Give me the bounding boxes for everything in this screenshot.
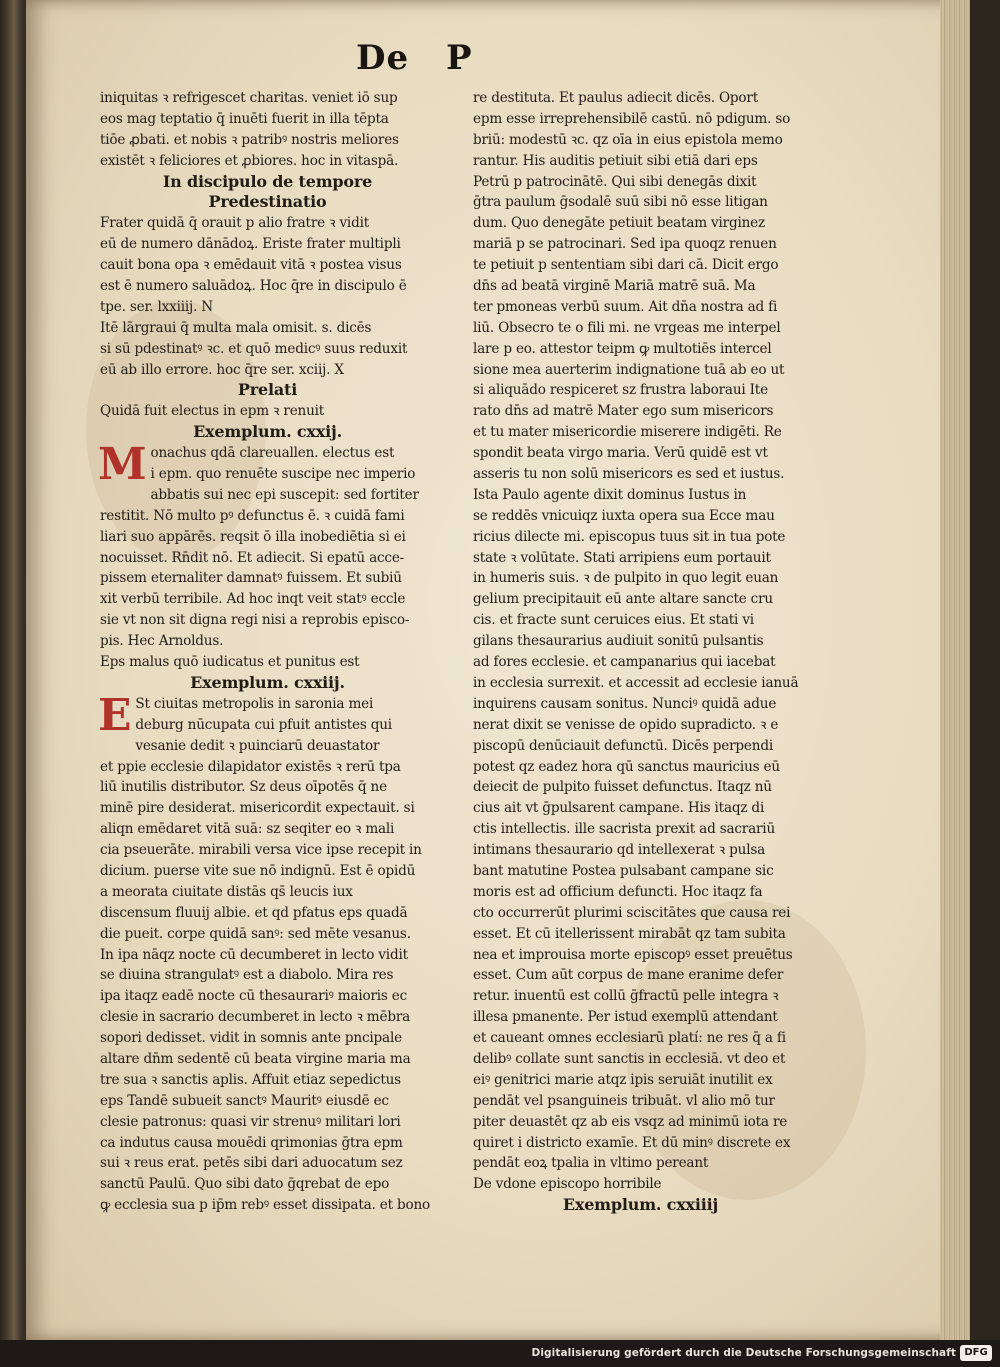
text-line-content: pendāt vel psanguineis tribuāt. vl alio mō tur — [473, 1092, 775, 1109]
text-line — [473, 589, 808, 610]
text-line-content: die pueit. corpe quidā sanꝰ: sed mēte vesanus. — [100, 925, 411, 942]
text-line-content: gilans thesaurarius audiuit sonitū pulsantis — [473, 633, 764, 650]
text-line — [100, 924, 435, 945]
text-line — [100, 819, 435, 840]
text-line-content: asseris tu non solū misericors es sed et iustus. — [473, 466, 785, 483]
text-line-content: discensum fluuij albie. et qd pfatus eps quadā — [100, 904, 408, 921]
text-line — [473, 673, 808, 694]
text-line — [473, 945, 808, 966]
text-line-content: in ecclesia surrexit. et accessit ad ecclesie ianuā — [473, 674, 799, 691]
text-line-content: xit verbū terribile. Ad hoc inqt veit statꝰ eccle — [100, 591, 406, 608]
text-line — [100, 631, 435, 652]
text-line — [473, 965, 808, 986]
text-line — [473, 401, 808, 422]
text-line — [473, 610, 808, 631]
text-line-content: si sū pdestinatꝰ ꝛc. et quō medicꝰ suus reduxit — [100, 340, 408, 357]
text-line — [100, 1007, 435, 1028]
text-line — [473, 1091, 808, 1112]
text-line-content: se diuina strangulatꝰ est a diabolo. Mira res — [100, 967, 394, 984]
text-line — [473, 422, 808, 443]
text-line-content: Predestinatio — [208, 192, 327, 212]
text-line-content: est ē numero saluādoꝝ. Hoc q̄re in discipulo ē — [100, 278, 407, 295]
text-line-content: De vdone episcopo horribile — [473, 1176, 662, 1193]
text-line — [100, 1049, 435, 1070]
text-line-content: aliqn emēdaret vitā suā: sz seqiter eo ꝛ mali — [100, 821, 395, 838]
text-line-content: Exemplum. cxxiij. — [190, 672, 345, 692]
footer-credit: Digitalisierung gefördert durch die Deutsche Forschungsgemeinschaft — [531, 1347, 956, 1359]
text-line-content: In discipulo de tempore — [162, 171, 373, 191]
text-line — [100, 297, 435, 318]
text-line — [100, 1174, 435, 1195]
text-line-content: Itē lārgraui q̄ multa mala omisit. s. dicēs — [100, 319, 372, 336]
text-line — [100, 798, 435, 819]
text-line — [473, 130, 808, 151]
text-line-content: minē pire desiderat. misericordit expectauit. si — [100, 800, 415, 817]
text-line-content: abbatis sui nec epi suscepit: sed fortiter — [150, 486, 419, 503]
text-line — [100, 192, 435, 213]
text-line — [473, 1028, 808, 1049]
text-line — [100, 151, 435, 172]
text-line — [100, 1195, 435, 1216]
text-line-content: restitit. Nō multo pꝰ defunctus ē. ꝛ cuidā fami — [100, 507, 405, 524]
text-line-content: briū: modestū ꝛc. qz oīa in eius epistola memo — [473, 131, 783, 148]
text-line-content: dn̄s ad beatā virginē Mariā matrē suā. Ma — [473, 278, 756, 295]
running-head-right: P — [446, 38, 473, 78]
text-line — [100, 652, 435, 673]
text-line — [473, 715, 808, 736]
text-line — [473, 172, 808, 193]
text-line — [151, 464, 435, 485]
text-line — [473, 234, 808, 255]
text-line-content: In ipa nāqz nocte cū decumberet in lecto vidit — [100, 946, 408, 963]
text-line-content: illesa pmanente. Per istud exemplū attendant — [473, 1009, 778, 1026]
text-line — [473, 1007, 808, 1028]
text-line-content: Petrū p patrocinātē. Qui sibi denegās dixit — [473, 173, 757, 190]
text-line — [100, 339, 435, 360]
text-line — [100, 777, 435, 798]
text-line — [473, 151, 808, 172]
text-line-content: dum. Quo denegāte petiuit beatam virginez — [473, 215, 765, 232]
text-line — [100, 1091, 435, 1112]
text-line — [473, 694, 808, 715]
text-line — [100, 109, 435, 130]
text-line — [100, 276, 435, 297]
text-line-content: Exemplum. cxxiiij — [562, 1195, 719, 1215]
text-line-content: sopori dedisset. vidit in somnis ante pncipale — [100, 1030, 402, 1047]
text-line — [473, 1153, 808, 1174]
book-page — [26, 0, 970, 1340]
text-line — [473, 464, 808, 485]
rubricated-drop-cap: E — [98, 689, 132, 741]
text-line — [473, 1174, 808, 1195]
text-line — [473, 527, 808, 548]
text-line — [473, 485, 808, 506]
text-line-content: pissem eternaliter damnatꝰ fuissem. Et subiū — [100, 570, 402, 587]
text-line — [100, 130, 435, 151]
text-line — [473, 318, 808, 339]
text-line — [473, 882, 808, 903]
text-line-content: liū. Obsecro te o fili mi. ne vrgeas me interpel — [473, 319, 781, 336]
text-line-content: i epm. quo renuēte suscipe nec imperio — [150, 466, 416, 483]
text-line-content: iniquitas ꝛ refrigescet charitas. veniet iō sup — [100, 90, 398, 106]
text-line-content: Quidā fuit electus in epm ꝛ renuit — [100, 403, 325, 420]
text-line — [100, 88, 435, 109]
text-line — [100, 882, 435, 903]
text-line-content: pis. Hec Arnoldus. — [100, 633, 224, 650]
text-line — [473, 840, 808, 861]
text-line — [100, 861, 435, 882]
text-line-content: se reddēs vnicuiqz iuxta opera sua Ecce mau — [473, 507, 775, 524]
text-line-content: Eps malus quō iudicatus et punitus est — [100, 654, 360, 671]
text-line-content: delibꝰ collate sunt sanctis in ecclesiā. vt deo et — [473, 1050, 786, 1067]
right-text-column — [473, 88, 808, 1216]
text-line-content: esset. Et cū itellerissent mirabāt qz tam subita — [473, 925, 786, 942]
text-line-content: sione mea auerterim indignatione tuā ab eo ut — [473, 361, 785, 378]
text-line — [473, 192, 808, 213]
text-line-content: ipa itaqz eadē nocte cū thesaurariꝰ maioris ec — [100, 988, 408, 1005]
text-line — [135, 736, 435, 757]
text-line — [100, 380, 435, 401]
running-head — [26, 38, 970, 82]
text-line-content: nocuisset. Rn̄dit nō. Et adiecit. Si epatū acce- — [100, 549, 405, 566]
text-line — [100, 527, 435, 548]
text-line-content: existēt ꝛ feliciores et ꝓbiores. hoc in vitaspā. — [100, 152, 399, 169]
text-line — [473, 924, 808, 945]
text-line — [473, 88, 808, 109]
text-line-content: quiret i districto examīe. Et dū minꝰ discrete ex — [473, 1134, 791, 1151]
text-line — [473, 819, 808, 840]
text-line — [473, 861, 808, 882]
text-line — [473, 255, 808, 276]
text-line-content: eos mag teptatio q̄ inuēti fuerit in illa tēpta — [100, 110, 389, 127]
text-line-content: clesie patronus: quasi vir strenuꝰ militari lori — [100, 1113, 401, 1130]
text-line-content: tpe. ser. lxxiiij. N — [100, 298, 213, 315]
text-line — [100, 986, 435, 1007]
page-edges — [940, 0, 970, 1340]
text-line-content: ctis intellectis. ille sacrista prexit ad sacrariū — [473, 821, 775, 838]
text-line — [100, 548, 435, 569]
text-line-content: eiꝰ genitrici marie atqz ipis seruiāt inutilit ex — [473, 1071, 773, 1088]
text-line-content: piscopū denūciauit defunctū. Dicēs perpendi — [473, 737, 773, 754]
text-line-content: deburg nūcupata cui pfuit antistes qui — [135, 716, 392, 733]
text-line-content: sanctū Paulū. Quo sibi dato ḡqrebat de epo — [100, 1176, 390, 1193]
text-line — [135, 715, 435, 736]
text-line-content: a meorata ciuitate distās qs̄ leucis iux — [100, 883, 353, 900]
text-line-content: eū ab illo errore. hoc q̄re ser. xciij. X — [100, 361, 344, 378]
text-line — [100, 945, 435, 966]
text-line-content: St ciuitas metropolis in saronia mei — [135, 695, 374, 712]
text-line — [473, 1112, 808, 1133]
text-line-content: re destituta. Et paulus adiecit dicēs. Oport — [473, 90, 758, 106]
text-line — [100, 213, 435, 234]
left-text-column — [100, 88, 435, 1216]
text-line-content: cto occurrerūt plurimi sciscitātes que causa rei — [473, 904, 791, 921]
text-line — [473, 380, 808, 401]
text-line-content: piter deuastēt qz ab eis vsqz ad minimū iota re — [473, 1113, 788, 1130]
text-line-content: ḡtra paulum ḡsodalē suū sibi nō esse litigan — [473, 194, 768, 211]
text-line-content: nea et improuisa morte episcopꝰ esset preuētus — [473, 946, 793, 963]
text-line-content: bant matutine Postea pulsabant campane sic — [473, 862, 774, 879]
text-line-content: vesanie dedit ꝛ puinciarū deuastator — [135, 737, 380, 754]
text-line-content: onachus qdā clareuallen. electus est — [150, 445, 395, 462]
text-line — [100, 903, 435, 924]
dfg-logo: DFG — [960, 1345, 992, 1361]
text-line-content: gelium precipitauit eū ante altare sancte cru — [473, 591, 773, 608]
text-line-content: rantur. His auditis petiuit sibi etiā dari eps — [473, 152, 758, 169]
text-line — [473, 903, 808, 924]
text-line — [473, 736, 808, 757]
text-line — [100, 840, 435, 861]
text-line — [473, 1049, 808, 1070]
text-line — [473, 506, 808, 527]
text-line — [473, 798, 808, 819]
text-line — [473, 213, 808, 234]
text-line-content: mariā p se patrocinari. Sed ipa quoqz renuen — [473, 236, 777, 253]
text-line — [100, 1133, 435, 1154]
text-line-content: cius ait vt ḡpulsarent campane. His itaqz di — [473, 800, 765, 817]
rubricated-drop-cap: M — [98, 439, 147, 491]
text-line-content: cauit bona opa ꝛ emēdauit vitā ꝛ postea visus — [100, 257, 402, 274]
text-line — [100, 401, 435, 422]
text-line-content: et tu mater misericordie miserere indigēti. Re — [473, 424, 782, 441]
text-line — [100, 1070, 435, 1091]
text-line-content: tiōe ꝓbati. et nobis ꝛ patribꝰ nostris meliores — [100, 131, 399, 148]
text-line-content: Ista Paulo agente dixit dominus Iustus in — [473, 486, 747, 503]
text-line — [100, 1028, 435, 1049]
text-line — [100, 610, 435, 631]
text-line — [100, 506, 435, 527]
text-line — [100, 360, 435, 381]
text-line — [100, 234, 435, 255]
text-line-content: pendāt eoꝝ tpalia in vltimo pereant — [473, 1155, 709, 1172]
text-line — [100, 172, 435, 193]
text-line-content: dicium. puerse vite sue nō indignū. Est ē opidū — [100, 862, 416, 879]
text-line-content: altare dn̄m sedentē cū beata virgine maria ma — [100, 1050, 411, 1067]
text-line — [473, 548, 808, 569]
text-line-content: potest qz eadez hora qū sanctus mauricius eū — [473, 758, 780, 775]
text-line-content: ca indutus causa mouēdi qrimonias ḡtra epm — [100, 1134, 403, 1151]
text-line-content: ricius dilecte mi. episcopus tuus sit in tua pote — [473, 528, 786, 545]
text-line-content: cis. et fracte sunt ceruices eius. Et stati vi — [473, 612, 754, 629]
text-line — [473, 652, 808, 673]
text-line — [473, 443, 808, 464]
text-line — [473, 777, 808, 798]
text-line — [473, 360, 808, 381]
text-line — [100, 1153, 435, 1174]
text-line-content: cia pseuerāte. mirabili versa vice ipse recepit in — [100, 842, 422, 859]
text-line — [151, 485, 435, 506]
text-line-content: moris est ad officium defuncti. Hoc itaqz fa — [473, 883, 763, 900]
text-line-content: spondit beata virgo maria. Verū quidē est vt — [473, 445, 768, 462]
text-line — [100, 568, 435, 589]
text-line-content: sie vt non sit digna regi nisi a reprobis episco- — [100, 612, 410, 629]
text-line-content: te petiuit p sententiam sibi dari cā. Dicit ergo — [473, 257, 779, 274]
text-line-content: nerat dixit se venisse de opido supradicto. ꝛ e — [473, 716, 779, 733]
running-head-left: De — [356, 38, 410, 78]
text-line-content: intimans thesaurario qd intellexerat ꝛ pulsa — [473, 842, 766, 859]
text-line — [473, 1133, 808, 1154]
text-line — [473, 568, 808, 589]
text-line-content: et ppie ecclesie dilapidator existēs ꝛ rerū tpa — [100, 758, 401, 775]
text-line-content: ꝙ ecclesia sua p ip̄m rebꝰ esset dissipata. et bono — [100, 1197, 430, 1214]
text-line-content: tre sua ꝛ sanctis aplis. Affuit etiaz sepedictus — [100, 1071, 401, 1088]
text-line — [473, 1070, 808, 1091]
text-line-content: Frater quidā q̄ orauit p alio fratre ꝛ vidit — [100, 215, 369, 232]
text-line — [100, 673, 435, 694]
text-line-content: si aliquādo respiceret sz frustra laboraui Ite — [473, 382, 768, 399]
text-line-content: retur. inuentū est collū ḡfractū pelle integra ꝛ — [473, 988, 779, 1005]
text-line-content: in humeris suis. ꝛ de pulpito in quo legit euan — [473, 570, 779, 587]
text-line — [473, 109, 808, 130]
text-line — [473, 631, 808, 652]
text-line — [473, 276, 808, 297]
text-line-content: rato dn̄s ad matrē Mater ego sum misericors — [473, 403, 774, 420]
text-line-content: liari suo appārēs. reqsit ō illa inobediētia si ei — [100, 528, 406, 545]
text-line-content: ter pmoneas verbū suum. Ait dn̄a nostra ad fi — [473, 298, 778, 315]
text-line-content: lare p eo. attestor teipm ꝙ multotiēs intercel — [473, 340, 772, 357]
text-line-content: et caueant omnes ecclesiarū platí: ne res q̄ a fi — [473, 1030, 786, 1047]
text-line-content: epm esse irreprehensibilē castū. nō pdigum. so — [473, 110, 791, 127]
text-line — [100, 965, 435, 986]
text-line — [473, 1195, 808, 1216]
text-line-content: sui ꝛ reus erat. petēs sibi dari aduocatum sez — [100, 1155, 403, 1172]
text-line-content: clesie in sacrario decumberet in lecto ꝛ mēbra — [100, 1009, 411, 1026]
text-line-content: Prelati — [237, 380, 298, 400]
text-line — [473, 297, 808, 318]
text-line — [100, 589, 435, 610]
text-line-content: esset. Cum aūt corpus de mane eranime defer — [473, 967, 784, 984]
text-line-content: liū inutilis distributor. Sz deus oīpotēs q̄ ne — [100, 779, 387, 796]
text-line — [100, 757, 435, 778]
text-line-content: eū de numero dānādoꝝ. Eriste frater multipli — [100, 236, 401, 253]
text-line-content: ad fores ecclesie. et campanarius qui iacebat — [473, 654, 776, 671]
text-line — [100, 318, 435, 339]
text-line — [473, 339, 808, 360]
text-line-content: inquirens causam sonitus. Nunciꝰ quidā adue — [473, 695, 777, 712]
text-line — [100, 422, 435, 443]
text-line — [100, 255, 435, 276]
text-line-content: deiecit de pulpito fuisset defunctus. Itaqz nū — [473, 779, 772, 796]
footer-bar — [0, 1340, 1000, 1367]
text-line-content: eps Tandē subueit sanctꝰ Mauritꝰ eiusdē ec — [100, 1092, 389, 1109]
text-line — [473, 986, 808, 1007]
text-line-content: Exemplum. cxxij. — [193, 422, 342, 442]
text-line — [473, 757, 808, 778]
text-line-content: state ꝛ volūtate. Stati arripiens eum portauit — [473, 549, 771, 566]
text-line — [100, 1112, 435, 1133]
